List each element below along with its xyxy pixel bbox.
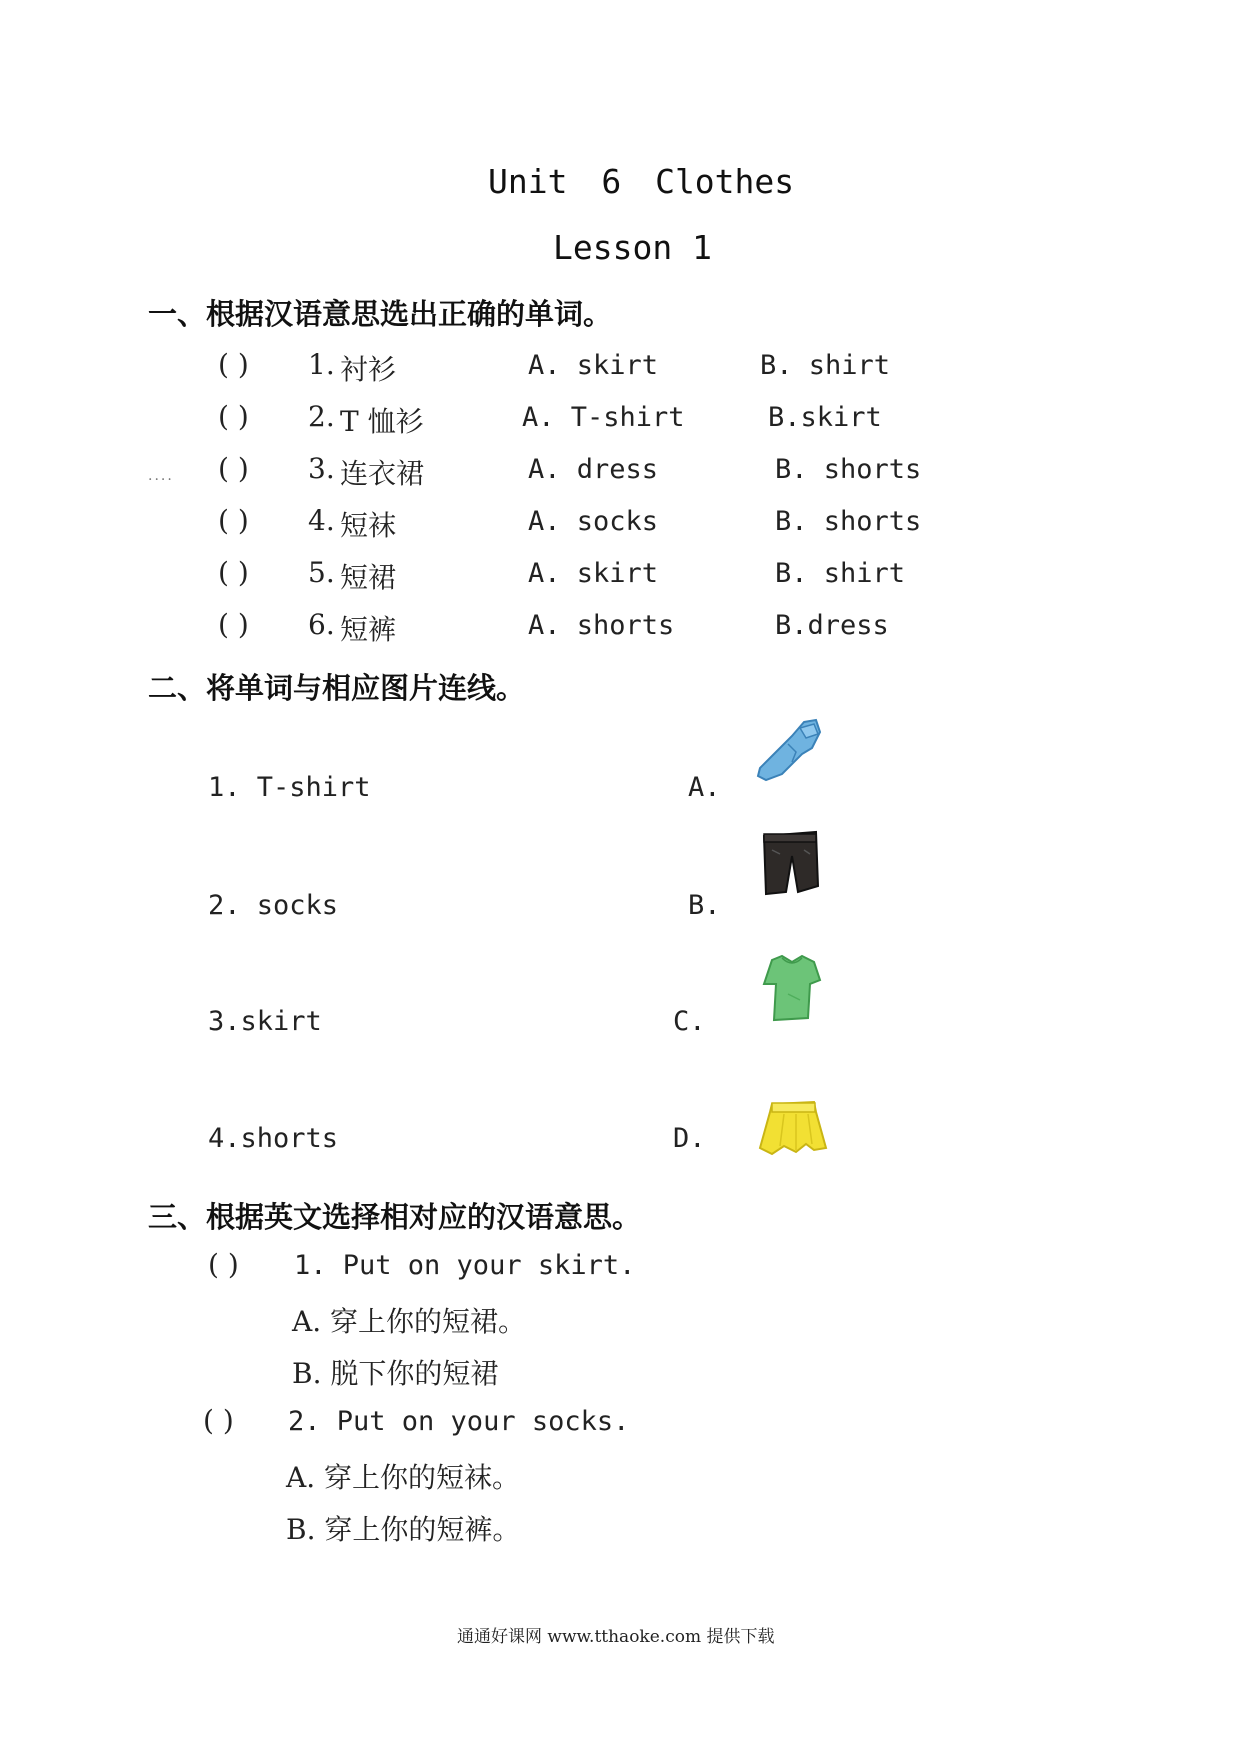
answer-bracket[interactable]: ( ) (218, 348, 249, 381)
item-number: 6. (308, 608, 335, 641)
item-chinese: 连衣裙 (340, 457, 425, 490)
match-word[interactable]: 1. T-shirt (208, 772, 371, 803)
answer-bracket[interactable]: ( ) (218, 400, 249, 433)
match-word[interactable]: 4.shorts (208, 1123, 339, 1154)
decorative-dots: .... (148, 468, 174, 484)
option-a: A. skirt (528, 558, 659, 589)
item-number: 5. (308, 556, 335, 589)
match-letter: C. (673, 1006, 706, 1037)
match-word[interactable]: 2. socks (208, 890, 339, 921)
item-chinese: 短裙 (340, 561, 397, 594)
page-footer: 通通好课网 www.tthaoke.com 提供下载 (457, 1627, 775, 1647)
option-b: B. shorts (775, 506, 922, 537)
item-chinese: 短袜 (340, 509, 397, 542)
answer-bracket[interactable]: ( ) (208, 1248, 239, 1281)
answer-bracket[interactable]: ( ) (218, 452, 249, 485)
question-text: 2. Put on your socks. (288, 1406, 630, 1437)
option-a: A. T-shirt (522, 402, 685, 433)
item-chinese: T 恤衫 (340, 405, 424, 438)
section2-heading: 二、将单词与相应图片连线。 (148, 671, 526, 705)
option-b: B. shirt (760, 350, 891, 381)
match-letter: B. (688, 890, 721, 921)
section3-heading: 三、根据英文选择相对应的汉语意思。 (148, 1200, 642, 1234)
item-number: 3. (308, 452, 335, 485)
answer-bracket[interactable]: ( ) (218, 608, 249, 641)
section1-heading: 一、根据汉语意思选出正确的单词。 (148, 297, 613, 331)
lesson-title: Lesson 1 (553, 228, 712, 267)
socks-icon[interactable] (752, 718, 822, 784)
option-a: A. socks (528, 506, 659, 537)
item-number: 4. (308, 504, 335, 537)
match-word[interactable]: 3.skirt (208, 1006, 322, 1037)
option-a: A. skirt (528, 350, 659, 381)
item-number: 1. (308, 348, 335, 381)
question-text: 1. Put on your skirt. (294, 1250, 636, 1281)
option-a: A. 穿上你的短袜。 (286, 1461, 521, 1494)
option-a: A. shorts (528, 610, 675, 641)
page-title: Unit 6 Clothes (488, 162, 795, 201)
answer-bracket[interactable]: ( ) (218, 556, 249, 589)
option-b: B.skirt (768, 402, 882, 433)
skirt-icon[interactable] (758, 1100, 828, 1156)
shorts-icon[interactable] (760, 830, 820, 896)
option-b: B. shirt (775, 558, 906, 589)
tshirt-icon[interactable] (758, 954, 824, 1022)
answer-bracket[interactable]: ( ) (203, 1404, 234, 1437)
option-a: A. dress (528, 454, 659, 485)
option-b: B. 穿上你的短裤。 (286, 1513, 521, 1546)
option-b: B.dress (775, 610, 889, 641)
answer-bracket[interactable]: ( ) (218, 504, 249, 537)
option-b: B. 脱下你的短裙 (292, 1357, 499, 1390)
match-letter: D. (673, 1123, 706, 1154)
option-b: B. shorts (775, 454, 922, 485)
item-number: 2. (308, 400, 335, 433)
match-letter: A. (688, 772, 721, 803)
item-chinese: 短裤 (340, 613, 397, 646)
option-a: A. 穿上你的短裙。 (292, 1305, 527, 1338)
item-chinese: 衬衫 (340, 353, 397, 386)
